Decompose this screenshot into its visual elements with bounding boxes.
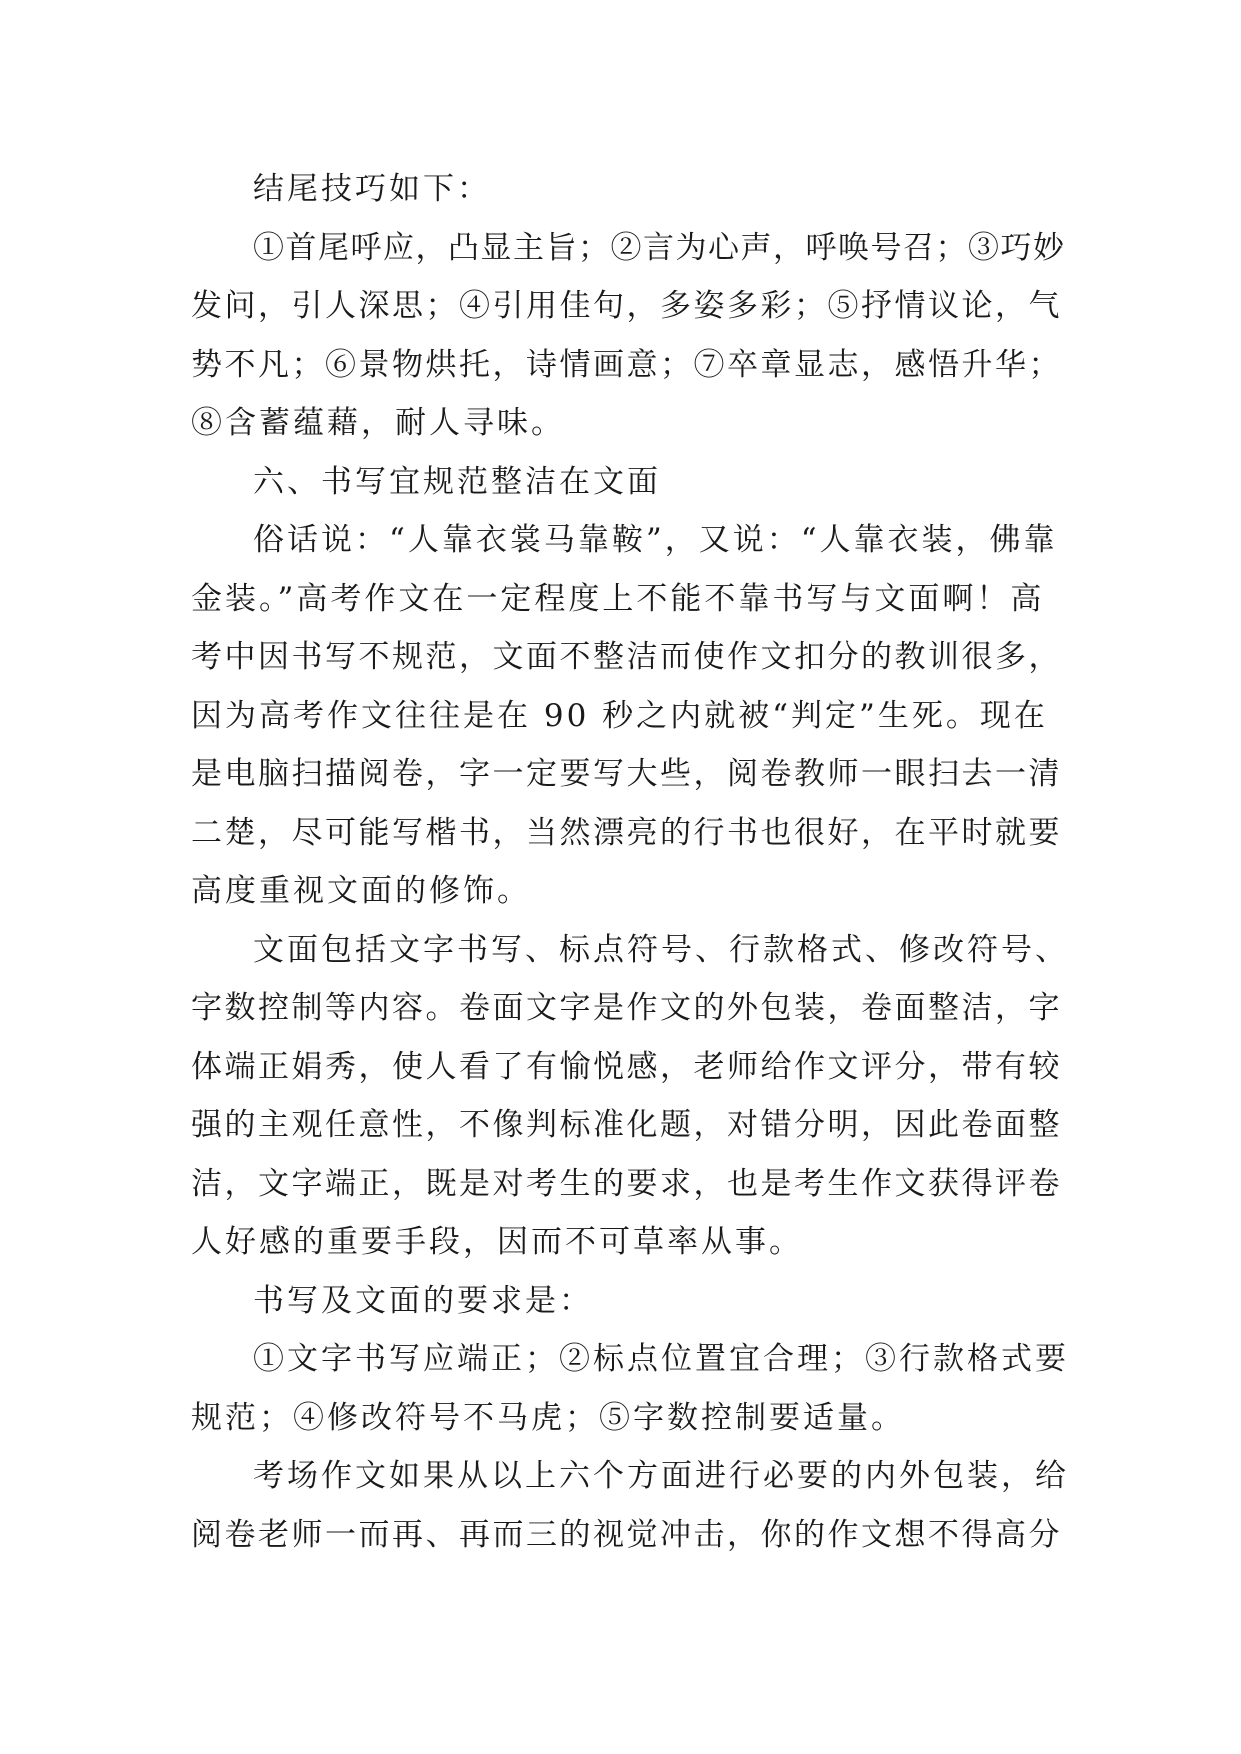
text-line: ①文字书写应端正；②标点位置宜合理；③行款格式要 bbox=[253, 1341, 1069, 1377]
text-line: 是电脑扫描阅卷，字一定要写大些，阅卷教师一眼扫去一清 bbox=[191, 756, 1062, 792]
text-line: 六、书写宜规范整洁在文面 bbox=[253, 463, 661, 500]
text-line: 强的主观任意性，不像判标准化题，对错分明，因此卷面整 bbox=[191, 1107, 1062, 1143]
text-line: ⑧含蓄蕴藉，耐人寻味。 bbox=[191, 405, 565, 441]
text-line: 书写及文面的要求是： bbox=[253, 1282, 593, 1319]
text-line: 规范；④修改符号不马虎；⑤字数控制要适量。 bbox=[191, 1399, 905, 1436]
text-line: 俗话说：“人靠衣裳马靠鞍”，又说：“人靠衣装，佛靠 bbox=[253, 522, 1058, 558]
text-line: 高度重视文面的修饰。 bbox=[191, 873, 531, 909]
text-line: 发问，引人深思；④引用佳句，多姿多彩；⑤抒情议论，气 bbox=[191, 288, 1062, 324]
text-line: 体端正娟秀，使人看了有愉悦感，老师给作文评分，带有较 bbox=[191, 1048, 1062, 1085]
text-line: 字数控制等内容。卷面文字是作文的外包装，卷面整洁，字 bbox=[191, 990, 1062, 1026]
text-line: 考场作文如果从以上六个方面进行必要的内外包装，给 bbox=[253, 1458, 1069, 1494]
text-line: 洁，文字端正，既是对考生的要求，也是考生作文获得评卷 bbox=[191, 1165, 1062, 1202]
text-line: 考中因书写不规范，文面不整洁而使作文扣分的教训很多， bbox=[191, 639, 1062, 675]
text-line: ①首尾呼应，凸显主旨；②言为心声，呼唤号召；③巧妙 bbox=[253, 229, 1066, 266]
text-line: 阅卷老师一而再、再而三的视觉冲击，你的作文想不得高分 bbox=[191, 1516, 1062, 1553]
text-line: 结尾技巧如下： bbox=[253, 171, 491, 207]
text-line: 金装。”高考作文在一定程度上不能不靠书写与文面啊！高 bbox=[191, 580, 1045, 617]
text-line: 势不凡；⑥景物烘托，诗情画意；⑦卒章显志，感悟升华； bbox=[191, 346, 1062, 383]
text-line: 人好感的重要手段，因而不可草率从事。 bbox=[191, 1224, 803, 1260]
text-line: 文面包括文字书写、标点符号、行款格式、修改符号、 bbox=[253, 931, 1069, 968]
document-body bbox=[191, 160, 1071, 1564]
text-line: 二楚，尽可能写楷书，当然漂亮的行书也很好，在平时就要 bbox=[191, 814, 1062, 851]
text-line: 因为高考作文往往是在 90 秒之内就被“判定”生死。现在 bbox=[191, 697, 1048, 734]
